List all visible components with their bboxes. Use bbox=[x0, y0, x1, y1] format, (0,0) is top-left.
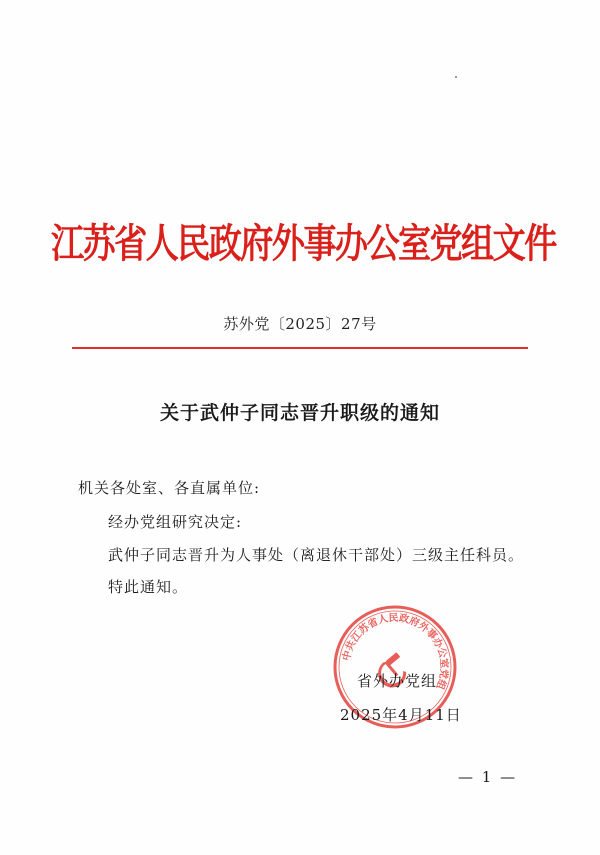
body-paragraph: 经办党组研究决定: bbox=[108, 513, 243, 531]
scan-speck bbox=[455, 76, 457, 78]
signature-organization: 省外办党组 bbox=[357, 672, 438, 690]
seal-ring-textpath: 中共江苏省人民政府外事办公室党组 bbox=[341, 612, 450, 691]
document-header-title: 江苏省人民政府外事办公室党组文件 bbox=[51, 220, 556, 267]
body-paragraph: 武仲子同志晋升为人事处（离退休干部处）三级主任科员。 bbox=[108, 546, 525, 564]
page-number: — 1 — bbox=[458, 768, 518, 786]
document-number: 苏外党〔2025〕27号 bbox=[223, 315, 377, 333]
red-separator-line bbox=[72, 347, 528, 349]
body-paragraph: 特此通知。 bbox=[108, 578, 189, 596]
issue-date: 2025年4月11日 bbox=[340, 706, 462, 724]
addressee-line: 机关各处室、各直属单位: bbox=[78, 479, 261, 497]
notice-title: 关于武仲子同志晋升职级的通知 bbox=[159, 402, 440, 424]
